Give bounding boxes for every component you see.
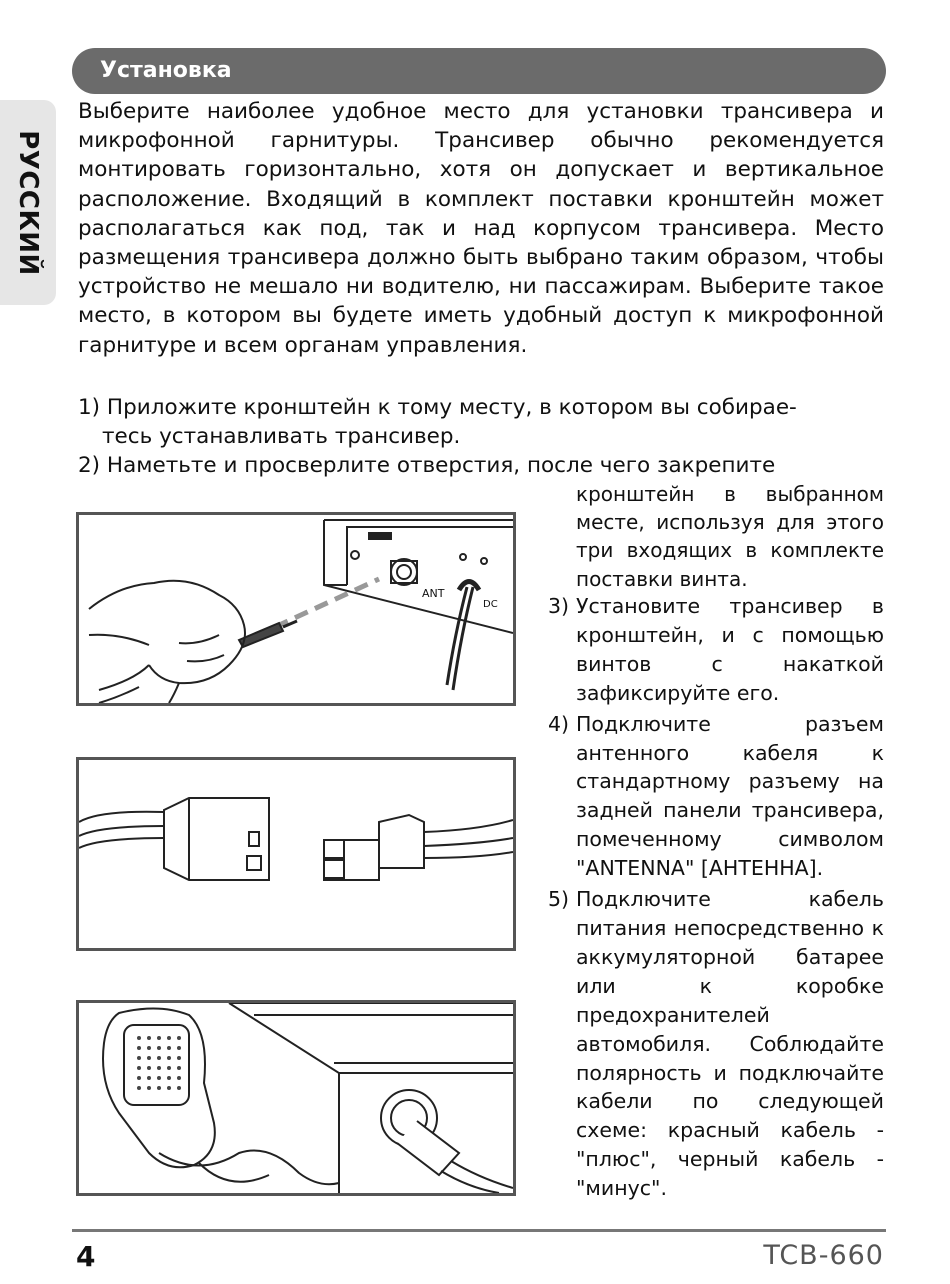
step-2-continued: кронштейн в выбранном месте, используя для этого три входящих в комплекте поставки винта. xyxy=(576,482,884,591)
figure-power-connector xyxy=(76,757,516,951)
language-tab-label: РУССКИЙ xyxy=(13,129,43,276)
step-1-text-line1: Приложите кронштейн к тому месту, в котором вы собирае- xyxy=(106,395,797,420)
language-tab xyxy=(0,100,56,305)
section-title: Установка xyxy=(72,48,886,94)
power-connector-illustration xyxy=(79,760,513,948)
step-2-number: 2) xyxy=(78,453,101,478)
step-4 xyxy=(548,710,884,883)
figure-microphone-connection xyxy=(76,1000,516,1196)
step-3-text: Установите трансивер в кронштейн, и с помощью винтов с накаткой зафиксируйте его. xyxy=(576,594,884,705)
step-5-number: 5) xyxy=(548,887,570,912)
dc-label: DC xyxy=(483,599,498,610)
microphone-connection-illustration xyxy=(79,1003,513,1193)
antenna-connection-illustration xyxy=(79,515,513,703)
step-3-number: 3) xyxy=(548,594,570,618)
ant-label: ANT xyxy=(422,587,445,600)
footer-divider xyxy=(72,1229,886,1232)
step-4-text: Подключите разъем антенного кабеля к стандартному разъему на задней панели трансивера, помеченному символом "ANTENNA" [АНТЕННА]. xyxy=(576,711,884,881)
step-4-number: 4) xyxy=(548,711,570,736)
figure-antenna-connection xyxy=(76,512,516,706)
steps-column xyxy=(548,592,884,1205)
step-1-text-line2: тесь устанавливать трансивер. xyxy=(102,424,461,449)
step-5-text: Подключите кабель питания непосредственно к аккумуляторной батарее или к коробке предохранителей автомобиля. Соблюдайте полярность и подключайте кабели по следующей схеме: красный кабель - "плюс", черный кабель - "минус". xyxy=(576,887,884,1201)
step-5 xyxy=(548,885,884,1203)
page-number: 4 xyxy=(76,1240,96,1273)
step-2-text-line1: Наметьте и просверлите отверстия, после чего закрепите xyxy=(106,453,776,478)
model-name: TCB-660 xyxy=(763,1240,884,1271)
step-2 xyxy=(78,451,884,480)
step-1 xyxy=(78,393,884,451)
intro-paragraph: Выберите наиболее удобное место для установки трансивера и микрофонной гарнитуры. Трансивер обычно рекомендуется монтировать горизонтально, хотя он допускает и вертикальное расположение. Входящий в комплект поставки кронштейн может располагаться как под, так и над корпусом трансивера. Место размещения трансивера должно быть выбрано таким образом, чтобы устройство не мешало ни водителю, ни пассажирам. Выберите такое место, в котором вы будете иметь удобный доступ к микрофонной гарнитуре и всем органам управления. xyxy=(78,99,884,358)
step-1-number: 1) xyxy=(78,395,101,420)
step-3 xyxy=(548,592,884,708)
